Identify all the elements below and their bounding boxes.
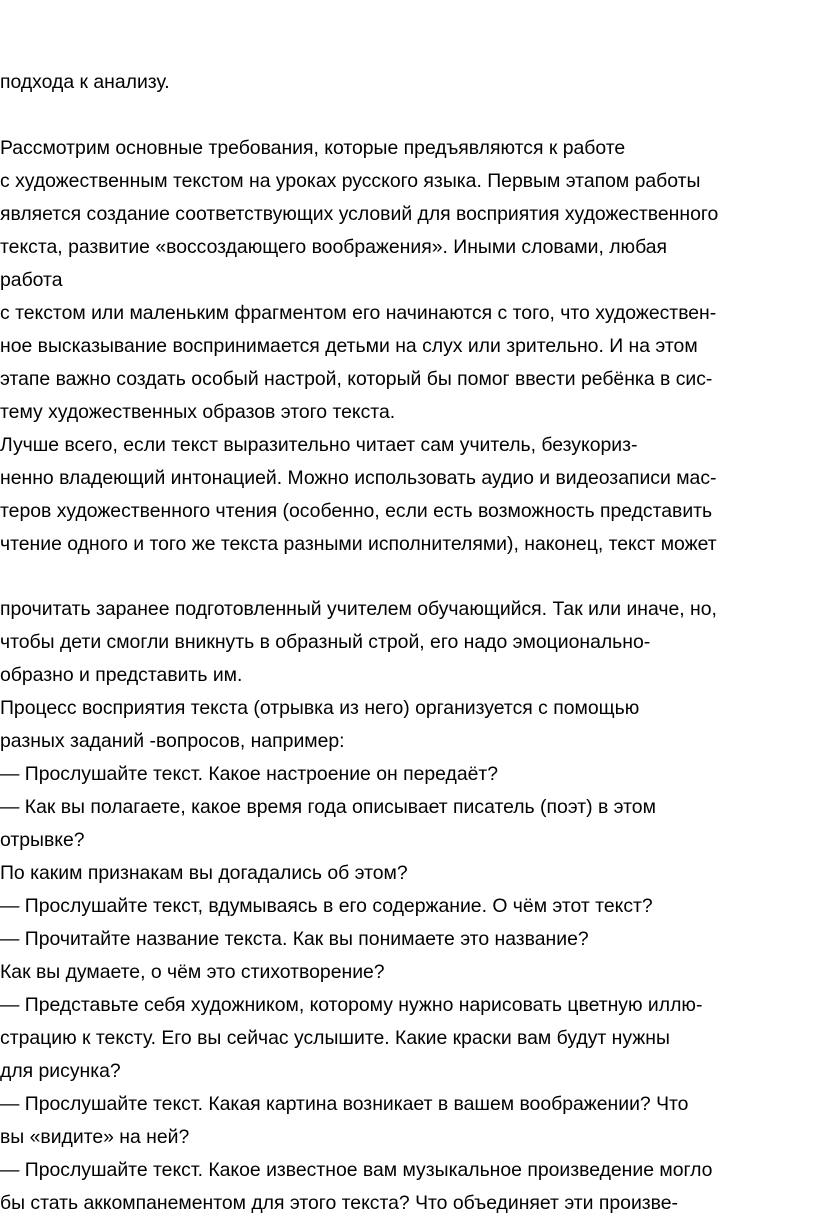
- text-line: — Прослушайте текст. Какое известное вам музыкальное произведение могло: [0, 1159, 713, 1181]
- text-line: Лучше всего, если текст выразительно читает сам учитель, безукориз-: [0, 434, 638, 456]
- text-line: вы «видите» на ней?: [0, 1126, 190, 1148]
- text-line: отрывке?: [0, 829, 85, 851]
- text-line: По каким признакам вы догадались об этом?: [0, 862, 408, 884]
- text-line: является создание соответствующих условий для восприятия художественного: [0, 203, 719, 225]
- text-line: теров художественного чтения (особенно, если есть возможность представить: [0, 500, 713, 522]
- text-line: чтобы дети смогли вникнуть в образный строй, его надо эмоционально-: [0, 631, 651, 653]
- text-line: — Как вы полагаете, какое время года описывает писатель (поэт) в этом: [0, 796, 656, 818]
- text-line: — Представьте себя художником, которому нужно нарисовать цветную иллю-: [0, 994, 703, 1016]
- text-line: — Прослушайте текст. Какое настроение он передаёт?: [0, 763, 499, 785]
- text-line: подхода к анализу.: [0, 71, 170, 93]
- text-line: — Прослушайте текст. Какая картина возникает в вашем воображении? Что: [0, 1093, 689, 1115]
- text-line: работа: [0, 269, 63, 291]
- text-line: тему художественных образов этого текста.: [0, 401, 396, 423]
- text-line: этапе важно создать особый настрой, который бы помог ввести ребёнка в сис-: [0, 368, 713, 390]
- text-line: Рассмотрим основные требования, которые предъявляются к работе: [0, 137, 626, 159]
- text-line: образно и представить им.: [0, 664, 243, 686]
- text-line: Процесс восприятия текста (отрывка из него) организуется с помощью: [0, 697, 640, 719]
- text-line: разных заданий -вопросов, например:: [0, 730, 345, 752]
- text-line: текста, развитие «воссоздающего воображения». Иными словами, любая: [0, 236, 668, 258]
- text-line: Как вы думаете, о чём это стихотворение?: [0, 961, 385, 983]
- text-line: — Прослушайте текст, вдумываясь в его содержание. О чём этот текст?: [0, 895, 653, 917]
- text-line: чтение одного и того же текста разными исполнителями), наконец, текст может: [0, 533, 717, 555]
- text-line: страцию к тексту. Его вы сейчас услышите. Какие краски вам будут нужны: [0, 1027, 670, 1049]
- text-line: с текстом или маленьким фрагментом его начинаются с того, что художествен-: [0, 302, 717, 324]
- text-line: — Прочитайте название текста. Как вы понимаете это название?: [0, 928, 589, 950]
- text-line: для рисунка?: [0, 1060, 121, 1082]
- text-line: ное высказывание воспринимается детьми на слух или зрительно. И на этом: [0, 335, 698, 357]
- text-line: ненно владеющий интонацией. Можно использовать аудио и видеозаписи мас-: [0, 467, 717, 489]
- text-line: с художественным текстом на уроках русского языка. Первым этапом работы: [0, 170, 701, 192]
- text-line: бы стать аккомпанементом для этого текста? Что объединяет эти произве-: [0, 1192, 679, 1214]
- text-line: прочитать заранее подготовленный учителем обучающийся. Так или иначе, но,: [0, 598, 717, 620]
